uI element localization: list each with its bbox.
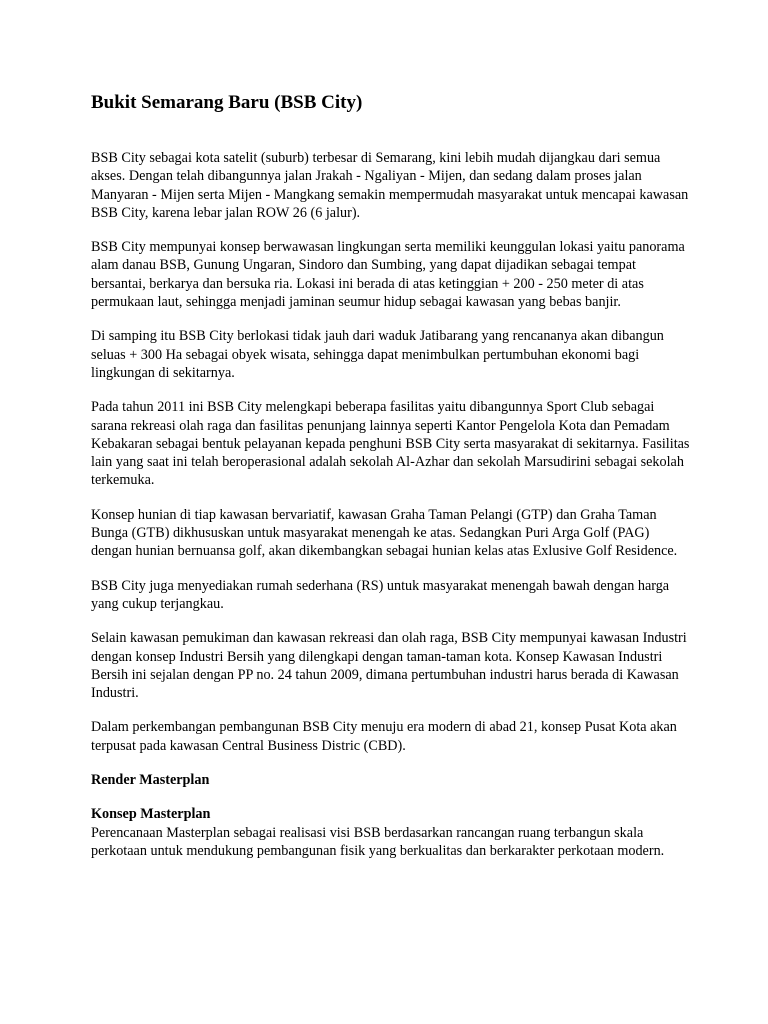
document-title: Bukit Semarang Baru (BSB City) [91,92,363,113]
paragraph-cbd: Dalam perkembangan pembangunan BSB City menuju era modern di abad 21, konsep Pusat Kota akan terpusat pada kawasan Central Business Distric (CBD). [91,719,677,754]
paragraph-rumah-sederhana: BSB City juga menyediakan rumah sederhana (RS) untuk masyarakat menengah bawah dengan harga yang cukup terjangkau. [91,577,670,612]
document-page [91,91,691,876]
paragraph-konsep-masterplan: Perencanaan Masterplan sebagai realisasi visi BSB berdasarkan rancangan ruang terbangun skala perkotaan untuk mendukung pembangunan fisik yang berkualitas dan berkarakter perkotaan modern. [91,824,665,859]
paragraph-hunian: Konsep hunian di tiap kawasan bervariatif, kawasan Graha Taman Pelangi (GTP) dan Graha Taman Bunga (GTB) dikhususkan untuk masyarakat menengah ke atas. Sedangkan Puri Arga Golf (PAG) dengan hunian bernuansa golf, akan dikembangkan sebagai hunian kelas atas Exlusive Golf Residence. [91,506,678,560]
paragraph-lingkungan: BSB City mempunyai konsep berwawasan lingkungan serta memiliki keunggulan lokasi yaitu panorama alam danau BSB, Gunung Ungaran, Sindoro dan Sumbing, yang dapat dijadikan sebagai tempat bersantai, berkarya dan bersuka ria. Lokasi ini berada di atas ketinggian + 200 - 250 meter di atas permukaan laut, sehingga menjadi jaminan seumur hidup sebagai kawasan yang bebas banjir. [91,239,685,311]
paragraph-industri: Selain kawasan pemukiman dan kawasan rekreasi dan olah raga, BSB City mempunyai kawasan Industri dengan konsep Industri Bersih yang dilengkapi dengan taman-taman kota. Konsep Kawasan Industri Bersih ini sejalan dengan PP no. 24 tahun 2009, dimana pertumbuhan industri harus berada di Kawasan Industri. [91,630,687,702]
paragraph-jatibarang: Di samping itu BSB City berlokasi tidak jauh dari waduk Jatibarang yang rencananya akan dibangun seluas + 300 Ha sebagai obyek wisata, sehingga dapat menimbulkan pertumbuhan ekonomi bagi lingkungan di sekitarnya. [91,328,664,381]
paragraph-akses: BSB City sebagai kota satelit (suburb) terbesar di Semarang, kini lebih mudah dijangkau dari semua akses. Dengan telah dibangunnya jalan Jrakah - Ngaliyan - Mijen, dan sedang dalam proses jalan Manyaran - Mijen serta Mijen - Mangkang semakin mempermudah masyarakat untuk mencapai kawasan BSB City, karena lebar jalan ROW 26 (6 jalur). [91,150,689,221]
paragraph-fasilitas: Pada tahun 2011 ini BSB City melengkapi beberapa fasilitas yaitu dibangunnya Sport Club sebagai sarana rekreasi olah raga dan fasilitas penunjang lainnya seperti Kantor Pengelola Kota dan Pemadam Kebakaran sebagai bentuk pelayanan kepada penghuni BSB City serta masyarakat di sekitarnya. Fasilitas lain yang saat ini telah beroperasional adalah sekolah Al-Azhar dan sekolah Marsudirini sebagai sekolah terkemuka. [91,399,690,489]
heading-render-masterplan: Render Masterplan [91,772,210,789]
heading-konsep-masterplan: Konsep Masterplan [91,806,211,823]
